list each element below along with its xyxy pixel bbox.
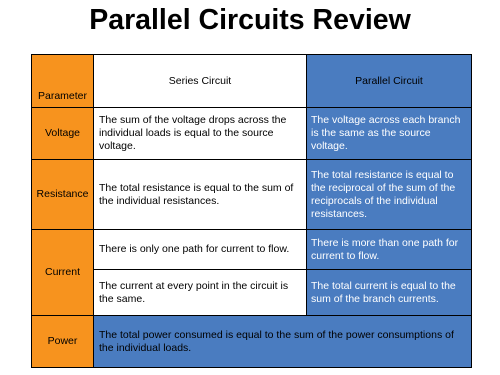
parameter-power: Power (32, 316, 94, 368)
header-parameter: Parameter (32, 55, 94, 108)
parallel-resistance-text: The total resistance is equal to the reciprocal of the sum of the reciprocals of the individual resistances. (307, 160, 472, 230)
table-row-current-1 (32, 230, 472, 270)
parallel-voltage-text: The voltage across each branch is the same as the source voltage. (307, 108, 472, 160)
series-current-path-text: There is only one path for current to flow. (94, 230, 307, 270)
table-header-row (32, 55, 472, 108)
parallel-current-sum-text: The total current is equal to the sum of the branch currents. (307, 270, 472, 316)
header-parallel-circuit: Parallel Circuit (307, 55, 472, 108)
comparison-table (31, 54, 472, 368)
parameter-voltage: Voltage (32, 108, 94, 160)
parallel-current-path-text: There is more than one path for current to flow. (307, 230, 472, 270)
power-combined-text: The total power consumed is equal to the sum of the power consumptions of the individual loads. (94, 316, 472, 368)
parameter-resistance: Resistance (32, 160, 94, 230)
table-row-voltage (32, 108, 472, 160)
table-row-current-2 (32, 270, 472, 316)
series-resistance-text: The total resistance is equal to the sum of the individual resistances. (94, 160, 307, 230)
header-series-circuit: Series Circuit (94, 55, 307, 108)
table-row-power (32, 316, 472, 368)
series-voltage-text: The sum of the voltage drops across the individual loads is equal to the source voltage. (94, 108, 307, 160)
series-current-same-text: The current at every point in the circuit is the same. (94, 270, 307, 316)
parameter-current: Current (32, 230, 94, 316)
slide-title: Parallel Circuits Review (89, 4, 411, 36)
table-row-resistance (32, 160, 472, 230)
